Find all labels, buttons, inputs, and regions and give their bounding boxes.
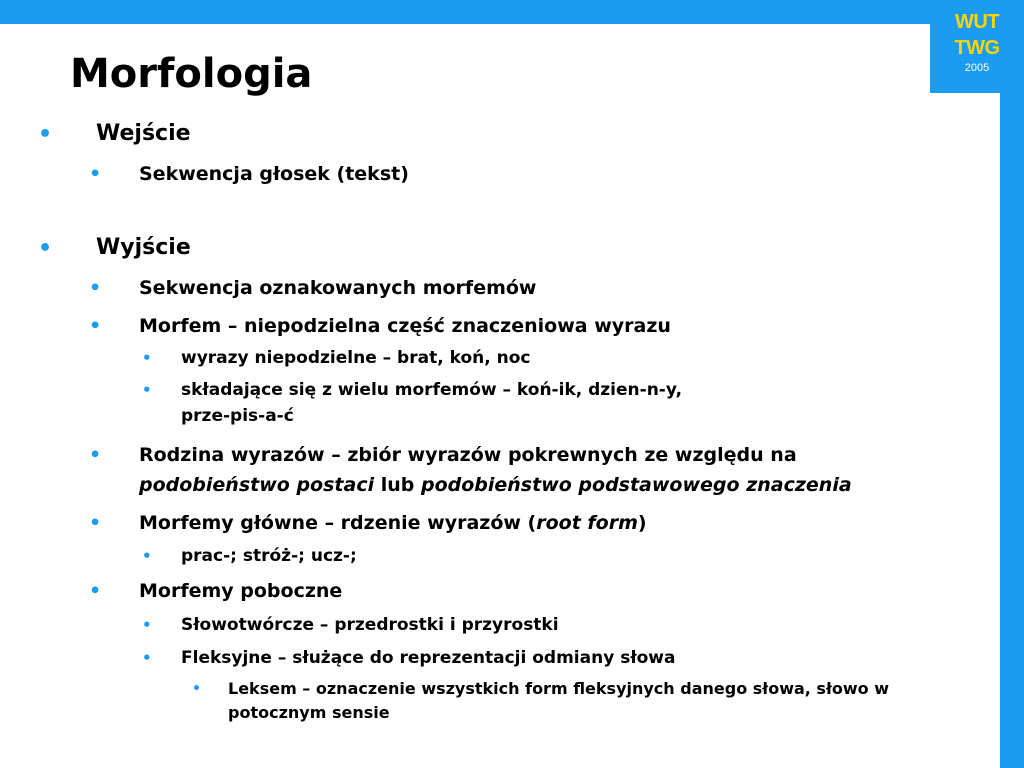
bullet-item-leksem <box>228 677 889 725</box>
bullet: • <box>142 616 152 634</box>
logo <box>930 0 1024 93</box>
bullet: • <box>192 681 201 697</box>
bullet: • <box>89 512 102 534</box>
bullet-item-slowotworcze: Słowotwórcze – przedrostki i przyrostki <box>181 615 559 635</box>
bullet-item-sekwencja-glosek: Sekwencja głosek (tekst) <box>139 163 409 185</box>
slide-title: Morfologia <box>70 51 313 97</box>
bullet: • <box>38 122 53 147</box>
morfemy-glowne-pre: Morfemy główne – rdzenie wyrazów ( <box>139 512 537 534</box>
bullet-item-morfemy-poboczne: Morfemy poboczne <box>139 580 343 602</box>
bullet-item-wyjscie: Wyjście <box>96 235 191 260</box>
logo-line-1: WUT <box>954 11 1000 33</box>
bullet: • <box>142 649 152 667</box>
rodzina-line-2 <box>139 470 852 500</box>
bullet: • <box>142 349 152 367</box>
bullet: • <box>142 381 152 399</box>
bullet-item-wejscie: Wejście <box>96 121 191 146</box>
bullet-item-skladajace <box>181 377 682 429</box>
logo-year: 2005 <box>964 62 990 74</box>
bullet-item-morfemy-glowne <box>139 508 647 538</box>
bullet: • <box>89 580 102 602</box>
rodzina-mid: lub <box>374 474 421 496</box>
rodzina-line-1: Rodzina wyrazów – zbiór wyrazów pokrewnych ze względu na <box>139 444 797 466</box>
right-accent-bar <box>1000 0 1024 768</box>
bullet: • <box>38 236 53 261</box>
bullet-item-wyrazy-niepodzielne: wyrazy niepodzielne – brat, koń, noc <box>181 348 531 368</box>
top-accent-bar <box>0 0 1024 24</box>
bullet-item-morfem: Morfem – niepodzielna część znaczeniowa wyrazu <box>139 315 671 337</box>
morfemy-glowne-em: root form <box>536 512 638 534</box>
morfemy-glowne-post: ) <box>637 512 647 534</box>
bullet-item-sekwencja-oznakowanych: Sekwencja oznakowanych morfemów <box>139 277 537 299</box>
rodzina-em-1: podobieństwo postaci <box>139 474 375 496</box>
logo-line-2: TWG <box>954 37 1000 59</box>
leksem-line-2: potocznym sensie <box>228 703 390 722</box>
bullet-item-prac: prac-; stróż-; ucz-; <box>181 546 357 566</box>
bullet: • <box>89 163 102 185</box>
skladajace-line-1: składające się z wielu morfemów – koń-ik, dzien-n-y, <box>181 380 683 400</box>
leksem-line-1: Leksem – oznaczenie wszystkich form fleksyjnych danego słowa, słowo w <box>228 679 890 698</box>
bullet: • <box>142 547 152 565</box>
skladajace-line-2: prze-pis-a-ć <box>181 406 294 426</box>
rodzina-em-2: podobieństwo podstawowego znaczenia <box>420 474 852 496</box>
bullet: • <box>89 444 102 466</box>
bullet: • <box>89 315 102 337</box>
bullet: • <box>89 277 102 299</box>
bullet-item-fleksyjne: Fleksyjne – służące do reprezentacji odmiany słowa <box>181 648 676 668</box>
bullet-item-rodzina <box>139 440 852 500</box>
